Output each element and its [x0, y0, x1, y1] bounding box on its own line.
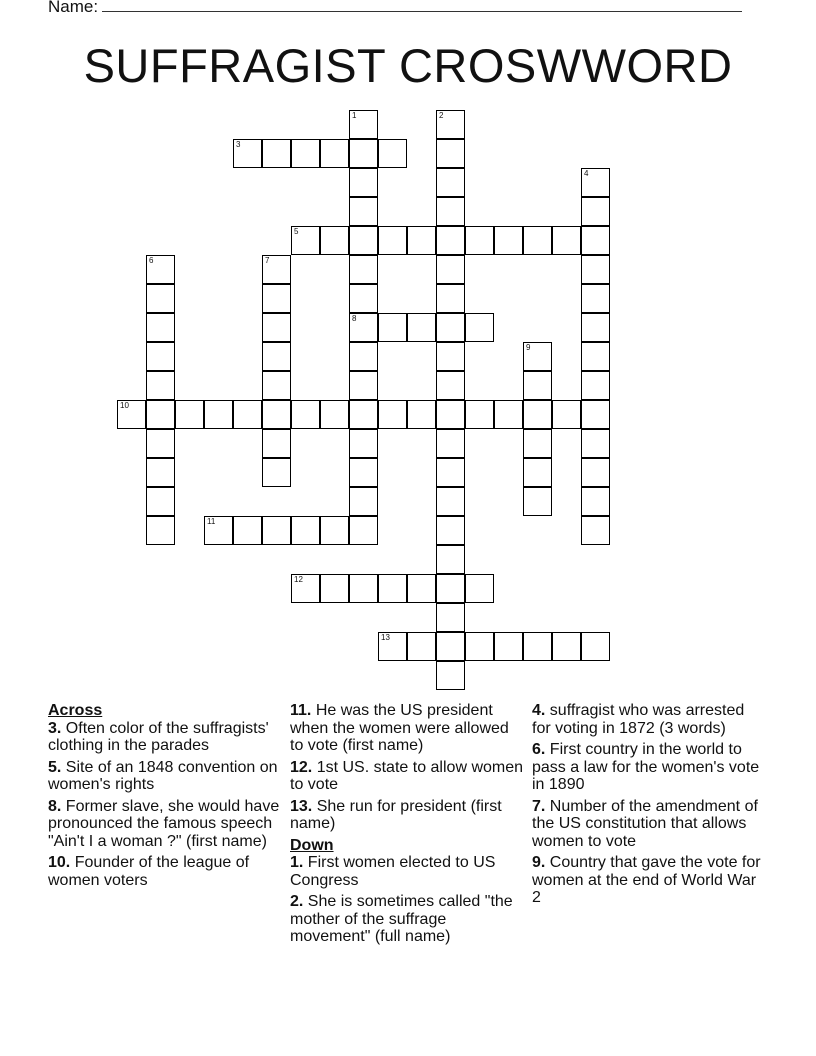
clue-number: 10 [120, 401, 129, 410]
grid-cell[interactable] [291, 516, 320, 545]
grid-cell[interactable] [436, 371, 465, 400]
grid-cell[interactable] [291, 574, 320, 603]
clue-number: 3 [236, 140, 241, 149]
grid-cell[interactable] [436, 168, 465, 197]
grid-cell[interactable] [436, 226, 465, 255]
grid-cell[interactable] [291, 226, 320, 255]
grid-cell[interactable] [233, 516, 262, 545]
grid-cell[interactable] [465, 313, 494, 342]
grid-cell[interactable] [349, 487, 378, 516]
clue-across-8: 8. Former slave, she would have pronounced the famous speech "Ain't I a woman ?" (first name) [48, 797, 280, 850]
grid-cell[interactable] [465, 226, 494, 255]
clue-number: 13 [381, 633, 390, 642]
grid-cell[interactable] [407, 226, 436, 255]
grid-cell[interactable] [436, 313, 465, 342]
clue-number: 7 [265, 256, 270, 265]
grid-cell[interactable] [523, 632, 552, 661]
grid-cell[interactable] [204, 400, 233, 429]
grid-cell[interactable] [552, 400, 581, 429]
grid-cell[interactable] [523, 226, 552, 255]
grid-cell[interactable] [436, 400, 465, 429]
grid-cell[interactable] [465, 574, 494, 603]
grid-cell[interactable] [378, 226, 407, 255]
clue-down-9: 9. Country that gave the vote for women at the end of World War 2 [532, 854, 761, 906]
grid-cell[interactable] [523, 487, 552, 516]
grid-cell[interactable] [262, 342, 291, 371]
grid-cell[interactable] [436, 574, 465, 603]
grid-cell[interactable] [349, 429, 378, 458]
grid-cell[interactable] [581, 429, 610, 458]
clue-number: 1 [352, 111, 357, 120]
grid-cell[interactable] [349, 197, 378, 226]
grid-cell[interactable] [146, 487, 175, 516]
grid-cell[interactable] [552, 226, 581, 255]
grid-cell[interactable] [349, 284, 378, 313]
grid-cell[interactable] [146, 342, 175, 371]
grid-cell[interactable] [407, 574, 436, 603]
clue-down-6: 6. First country in the world to pass a law for the women's vote in 1890 [532, 741, 760, 793]
clue-number: 12 [294, 575, 303, 584]
clue-number: 4 [584, 169, 589, 178]
grid-cell[interactable] [523, 458, 552, 487]
grid-cell[interactable] [436, 139, 465, 168]
clue-across-10: 10. Founder of the league of women voters [48, 854, 250, 889]
grid-cell[interactable] [320, 574, 349, 603]
clue-across-3: 3. Often color of the suffragists' clothing in the parades [48, 719, 269, 754]
clue-across-13: 13. She run for president (first name) [290, 797, 502, 832]
grid-cell[interactable] [436, 197, 465, 226]
grid-cell[interactable] [581, 458, 610, 487]
grid-cell[interactable] [523, 400, 552, 429]
grid-cell[interactable] [146, 458, 175, 487]
grid-cell[interactable] [262, 371, 291, 400]
grid-cell[interactable] [494, 226, 523, 255]
grid-cell[interactable] [465, 400, 494, 429]
grid-cell[interactable] [378, 139, 407, 168]
page-title: SUFFRAGIST CROSWWORD [83, 39, 733, 92]
clues-column-1 [48, 702, 283, 893]
grid-cell[interactable] [436, 487, 465, 516]
grid-cell[interactable] [349, 458, 378, 487]
clue-across-12: 12. 1st US. state to allow women to vote [290, 758, 524, 793]
grid-cell[interactable] [378, 574, 407, 603]
across-heading: Across [48, 702, 103, 719]
grid-cell[interactable] [146, 284, 175, 313]
grid-cell[interactable] [349, 139, 378, 168]
grid-cell[interactable] [291, 139, 320, 168]
clue-down-2: 2. She is sometimes called "the mother of the suffrage movement" (full name) [290, 893, 513, 945]
clues-column-3 [532, 702, 767, 911]
grid-cell[interactable] [581, 400, 610, 429]
grid-cell[interactable] [465, 632, 494, 661]
grid-cell[interactable] [320, 516, 349, 545]
grid-cell[interactable] [262, 313, 291, 342]
grid-cell[interactable] [146, 516, 175, 545]
grid-cell[interactable] [378, 400, 407, 429]
grid-cell[interactable] [436, 458, 465, 487]
grid-cell[interactable] [581, 197, 610, 226]
grid-cell[interactable] [494, 400, 523, 429]
grid-cell[interactable] [581, 342, 610, 371]
grid-cell[interactable] [349, 516, 378, 545]
grid-cell[interactable] [349, 226, 378, 255]
grid-cell[interactable] [262, 400, 291, 429]
grid-cell[interactable] [262, 284, 291, 313]
grid-cell[interactable] [407, 632, 436, 661]
grid-cell[interactable] [320, 226, 349, 255]
down-heading: Down [290, 836, 334, 854]
grid-cell[interactable] [581, 487, 610, 516]
grid-cell[interactable] [523, 371, 552, 400]
grid-cell[interactable] [349, 313, 378, 342]
grid-cell[interactable] [146, 255, 175, 284]
grid-cell[interactable] [262, 255, 291, 284]
grid-cell[interactable] [233, 139, 262, 168]
grid-cell[interactable] [378, 313, 407, 342]
clue-number: 8 [352, 314, 357, 323]
grid-cell[interactable] [349, 168, 378, 197]
grid-cell[interactable] [262, 429, 291, 458]
grid-cell[interactable] [349, 342, 378, 371]
grid-cell[interactable] [436, 661, 465, 690]
grid-cell[interactable] [320, 139, 349, 168]
grid-cell[interactable] [117, 400, 146, 429]
grid-cell[interactable] [552, 632, 581, 661]
grid-cell[interactable] [581, 168, 610, 197]
grid-cell[interactable] [233, 400, 262, 429]
grid-cell[interactable] [146, 400, 175, 429]
grid-cell[interactable] [523, 429, 552, 458]
grid-cell[interactable] [581, 226, 610, 255]
grid-cell[interactable] [349, 574, 378, 603]
grid-cell[interactable] [349, 110, 378, 139]
grid-cell[interactable] [436, 342, 465, 371]
grid-cell[interactable] [436, 429, 465, 458]
clue-down-7: 7. Number of the amendment of the US constitution that allows women to vote [532, 797, 758, 850]
grid-cell[interactable] [349, 400, 378, 429]
grid-cell[interactable] [407, 400, 436, 429]
grid-cell[interactable] [146, 313, 175, 342]
name-label: Name: [48, 0, 99, 16]
clue-across-5: 5. Site of an 1848 convention on women's rights [48, 758, 278, 793]
grid-cell[interactable] [436, 603, 465, 632]
grid-cell[interactable] [320, 400, 349, 429]
clue-number: 5 [294, 227, 299, 236]
grid-cell[interactable] [436, 545, 465, 574]
grid-cell[interactable] [349, 371, 378, 400]
clues-column-2 [290, 702, 525, 950]
grid-cell[interactable] [436, 255, 465, 284]
grid-cell[interactable] [204, 516, 233, 545]
clue-number: 9 [526, 343, 531, 352]
grid-cell[interactable] [146, 371, 175, 400]
clue-number: 11 [207, 517, 216, 526]
grid-cell[interactable] [146, 429, 175, 458]
grid-cell[interactable] [581, 516, 610, 545]
clue-down-4: 4. suffragist who was arrested for voting in 1872 (3 words) [532, 702, 745, 737]
grid-cell[interactable] [175, 400, 204, 429]
grid-cell[interactable] [407, 313, 436, 342]
grid-cell[interactable] [291, 400, 320, 429]
grid-cell[interactable] [581, 313, 610, 342]
grid-cell[interactable] [436, 284, 465, 313]
grid-cell[interactable] [349, 255, 378, 284]
clue-number: 2 [439, 111, 444, 120]
grid-cell[interactable] [581, 255, 610, 284]
grid-cell[interactable] [378, 632, 407, 661]
clue-across-11: 11. He was the US president when the women were allowed to vote (first name) [290, 702, 509, 754]
grid-cell[interactable] [523, 342, 552, 371]
grid-cell[interactable] [494, 632, 523, 661]
grid-cell[interactable] [262, 458, 291, 487]
grid-cell[interactable] [262, 139, 291, 168]
clue-number: 6 [149, 256, 154, 265]
grid-cell[interactable] [581, 284, 610, 313]
grid-cell[interactable] [262, 516, 291, 545]
grid-cell[interactable] [436, 516, 465, 545]
clue-down-1: 1. First women elected to US Congress [290, 854, 496, 889]
grid-cell[interactable] [581, 632, 610, 661]
grid-cell[interactable] [436, 632, 465, 661]
grid-cell[interactable] [581, 371, 610, 400]
grid-cell[interactable] [436, 110, 465, 139]
